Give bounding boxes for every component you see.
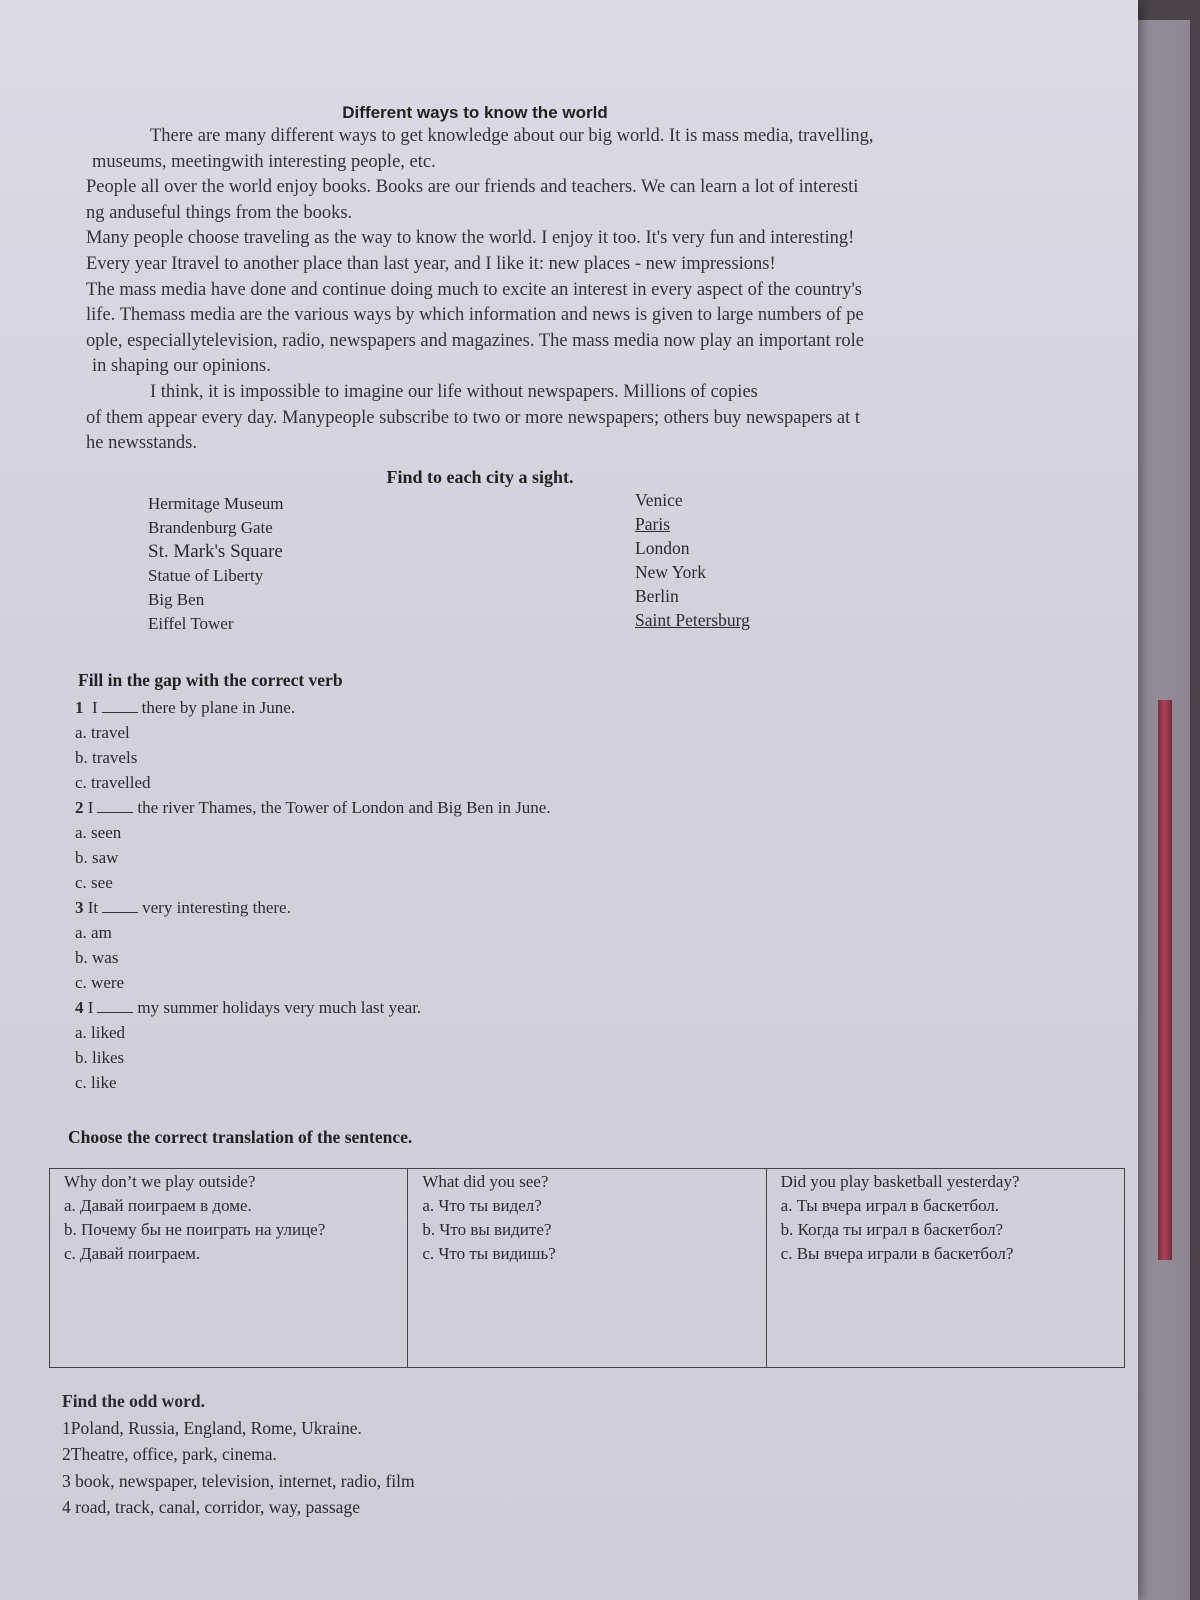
option: b. likes — [75, 1048, 125, 1067]
table-row — [50, 1169, 1125, 1368]
translation-option: a. Ты вчера играл в баскетбол. — [780, 1196, 1000, 1215]
translation-cell — [766, 1169, 1124, 1368]
city-item: Berlin — [635, 586, 679, 606]
option: a. travel — [75, 723, 130, 742]
translation-option: b. Когда ты играл в баскетбол? — [780, 1220, 1004, 1239]
folder-edge — [1158, 700, 1172, 1260]
reading-text — [86, 124, 1056, 457]
question — [75, 995, 775, 1020]
option: c. travelled — [75, 773, 151, 792]
text-line: People all over the world enjoy books. Books are our friends and teachers. We can learn a lot of interesti — [86, 177, 859, 198]
odd-word-item: 4 road, track, canal, corridor, way, passage — [62, 1497, 360, 1517]
odd-word-item: 1Poland, Russia, England, Rome, Ukraine. — [62, 1417, 362, 1438]
translation-option: a. Что ты видел? — [422, 1196, 542, 1215]
question-end: my summer holidays very much last year. — [137, 998, 422, 1017]
match-heading: Find to each city a sight. — [386, 467, 574, 487]
text-line: The mass media have done and continue doing much to excite an interest in every aspect of the country's — [86, 279, 862, 300]
question — [75, 695, 775, 720]
sight-item: Eiffel Tower — [148, 614, 234, 633]
translation-option: a. Давай поиграем в доме. — [64, 1196, 252, 1215]
sights-list — [148, 492, 284, 636]
question-number: 4 — [75, 998, 84, 1017]
question-end: the river Thames, the Tower of London and Big Ben in June. — [137, 798, 551, 817]
question-end: there by plane in June. — [141, 698, 296, 717]
text-line: Every year Itravel to another place than last year, and I like it: new places - new impressions! — [86, 253, 776, 274]
text-line: ng anduseful things from the books. — [86, 202, 353, 223]
option: a. am — [75, 923, 112, 942]
translation-heading: Choose the correct translation of the sentence. — [68, 1127, 413, 1147]
text-line: There are many different ways to get knowledge about our big world. It is mass media, travelling, — [150, 126, 874, 146]
answer-gap — [102, 898, 138, 913]
question — [75, 895, 775, 920]
option: b. travels — [75, 748, 138, 767]
option: c. see — [75, 873, 113, 892]
sight-item: Brandenburg Gate — [148, 518, 273, 537]
text-line: Many people choose traveling as the way to know the world. I enjoy it too. It's very fun and interesting! — [86, 228, 855, 249]
odd-word-item: 3 book, newspaper, television, internet, radio, film — [62, 1470, 415, 1491]
option: c. were — [75, 973, 125, 992]
translation-question: What did you see? — [422, 1172, 549, 1191]
answer-gap — [97, 798, 133, 813]
city-item: Paris — [635, 514, 670, 534]
question-start: I — [92, 698, 98, 717]
sight-item: Statue of Liberty — [148, 566, 264, 585]
text-line: he newsstands. — [86, 433, 197, 454]
option: a. seen — [75, 823, 122, 842]
text-line: ople, especiallytelevision, radio, newspapers and magazines. The mass media now play an important role — [86, 330, 864, 351]
text-line: life. Themass media are the various ways by which information and news is given to large numbers of pe — [86, 305, 864, 326]
odd-word-item: 2Theatre, office, park, cinema. — [62, 1444, 277, 1464]
translation-table — [49, 1168, 1125, 1368]
page-title: Different ways to know the world — [342, 103, 608, 122]
text-line: museums, meetingwith interesting people, etc. — [92, 151, 436, 172]
option: b. was — [75, 948, 119, 967]
translation-cell — [50, 1169, 408, 1368]
fill-gap-heading: Fill in the gap with the correct verb — [78, 670, 343, 690]
question — [75, 795, 775, 820]
fill-gap-questions — [75, 695, 775, 1095]
question-number: 1 — [75, 698, 84, 717]
sight-item: Hermitage Museum — [148, 494, 284, 513]
text-line: I think, it is impossible to imagine our life without newspapers. Millions of copies — [150, 381, 758, 402]
translation-cell — [408, 1169, 766, 1368]
question-end: very interesting there. — [142, 898, 291, 917]
odd-word-heading: Find the odd word. — [62, 1391, 205, 1411]
translation-option: b. Что вы видите? — [422, 1220, 552, 1239]
sight-item: Big Ben — [148, 590, 205, 609]
option: c. like — [75, 1073, 117, 1092]
answer-gap — [97, 998, 133, 1013]
translation-option: c. Что ты видишь? — [422, 1244, 556, 1263]
city-item: Venice — [635, 490, 683, 510]
cities-list — [635, 488, 750, 632]
city-item: New York — [635, 562, 706, 582]
translation-option: c. Давай поиграем. — [64, 1244, 201, 1263]
answer-gap — [102, 698, 138, 713]
translation-question: Why don’t we play outside? — [64, 1172, 256, 1191]
odd-word-section — [62, 1388, 415, 1521]
option: b. saw — [75, 848, 119, 867]
translation-option: c. Вы вчера играли в баскетбол? — [780, 1244, 1014, 1263]
text-line: in shaping our opinions. — [92, 356, 271, 377]
city-item: Saint Petersburg — [635, 610, 750, 630]
city-item: London — [635, 538, 690, 558]
question-start: It — [87, 898, 99, 917]
sight-item: St. Mark's Square — [148, 541, 283, 562]
question-number: 3 — [75, 898, 84, 917]
translation-question: Did you play basketball yesterday? — [780, 1172, 1020, 1191]
question-start: I — [87, 798, 94, 817]
translation-option: b. Почему бы не поиграть на улице? — [64, 1220, 326, 1239]
text-line: of them appear every day. Manypeople subscribe to two or more newspapers; others buy newspapers at t — [86, 407, 861, 428]
option: a. liked — [75, 1023, 126, 1042]
question-start: I — [87, 998, 94, 1017]
question-number: 2 — [75, 798, 84, 817]
